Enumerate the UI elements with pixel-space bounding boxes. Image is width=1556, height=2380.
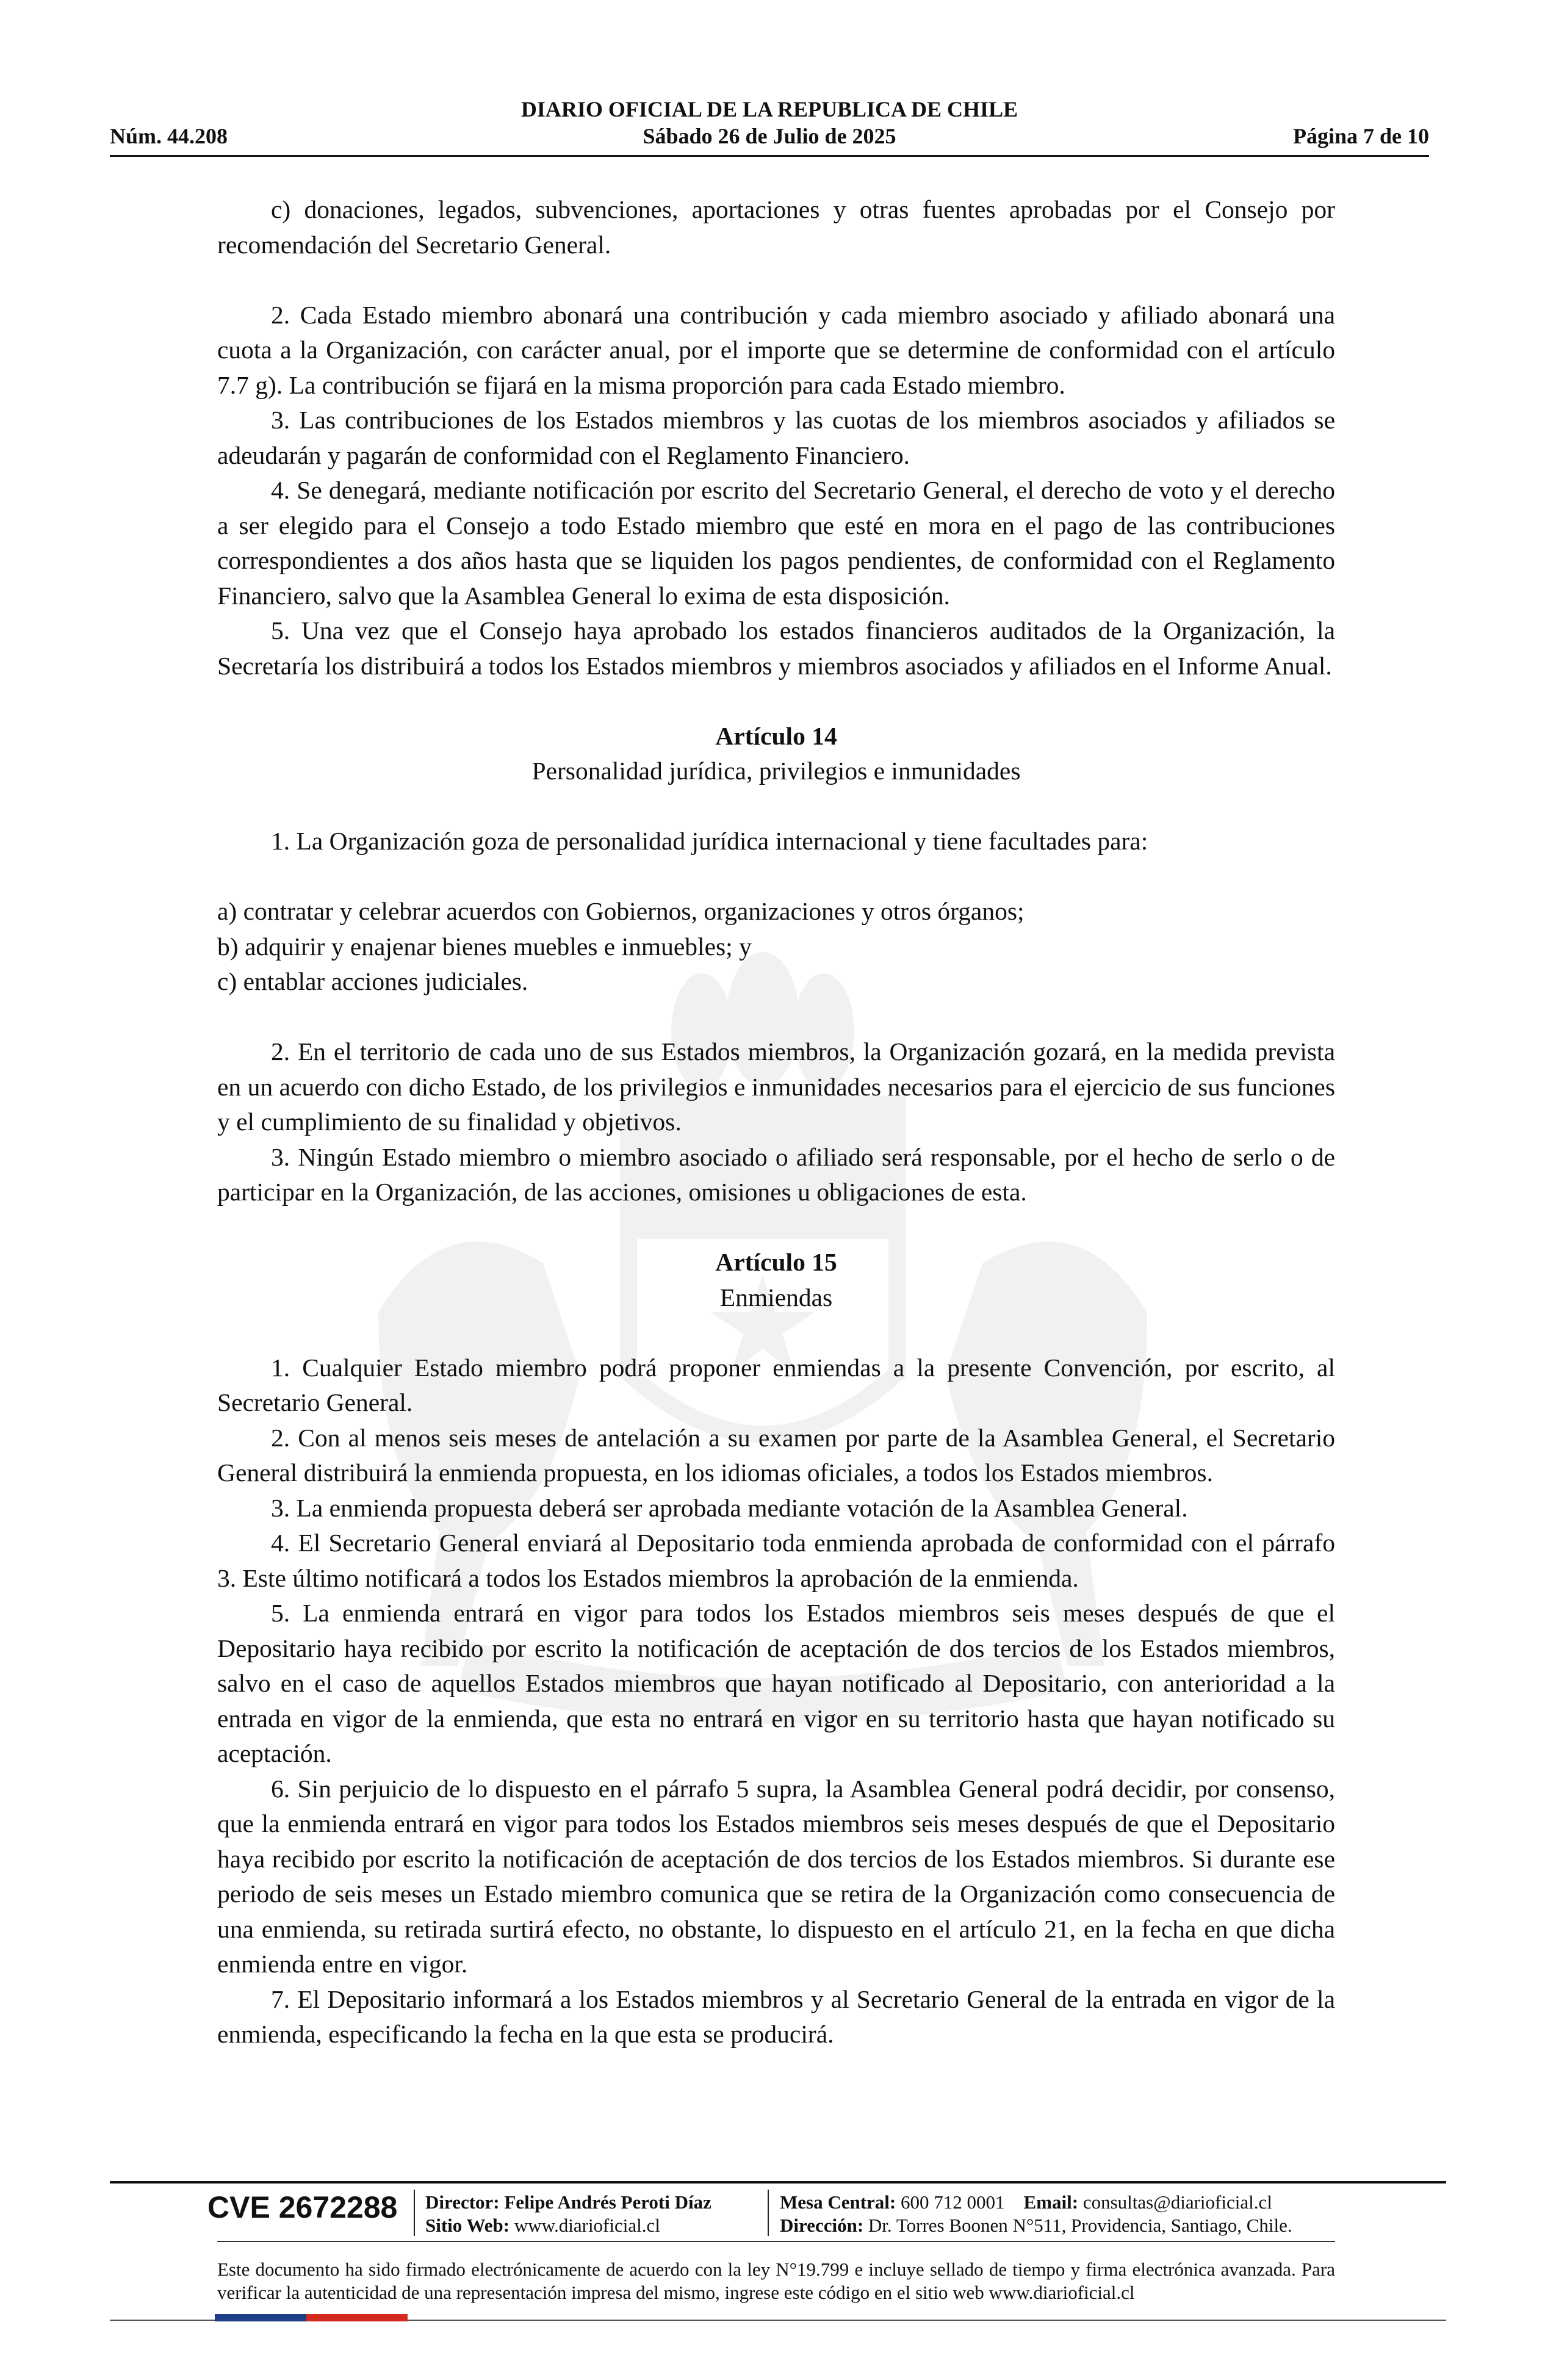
paragraph-item-c: c) donaciones, legados, subvenciones, aportaciones y otras fuentes aprobadas por el Consejo por recomendación del Secretario General. — [217, 195, 1335, 259]
paragraph-13-3: 3. Las contribuciones de los Estados miembros y las cuotas de los miembros asociados y afiliados se adeudarán y pagarán de conformidad con el Reglamento Financiero. — [217, 406, 1335, 469]
paragraph-13-5: 5. Una vez que el Consejo haya aprobado los estados financieros auditados de la Organización, la Secretaría los distribuirá a todos los Estados miembros y miembros asociados y afiliados en el Informe Anual. — [217, 616, 1335, 680]
website-link[interactable]: www.diarioficial.cl — [514, 2215, 660, 2236]
address-label: Dirección: — [780, 2215, 864, 2236]
email-label: Email: — [1023, 2191, 1079, 2213]
footer-separator — [414, 2190, 415, 2236]
cve-code: CVE 2672288 — [207, 2190, 398, 2224]
paragraph-15-4: 4. El Secretario General enviará al Depositario toda enmienda aprobada de conformidad con el párrafo 3. Este último notificará a todos los Estados miembros la aprobación de la enmienda. — [217, 1529, 1335, 1592]
article-14-heading: Artículo 14 — [715, 721, 837, 750]
footer-divider-top — [110, 2181, 1446, 2183]
paragraph-15-7: 7. El Depositario informará a los Estados miembros y al Secretario General de la entrada en vigor de la enmienda, especificando la fecha en la que esta se producirá. — [217, 1985, 1335, 2048]
article-14-title: Personalidad jurídica, privilegios e inmunidades — [531, 757, 1021, 785]
page-number: Página 7 de 10 — [1292, 124, 1429, 148]
paragraph-15-5: 5. La enmienda entrará en vigor para todos los Estados miembros seis meses después de que el Depositario haya recibido por escrito la notificación de aceptación de dos tercios de los Estados miembros, salvo en el caso de aquellos Estados miembros que hayan notificado al Depositario, con anterioridad a la entrada en vigor de la enmienda, que esta no entrará en vigor en su territorio hasta que hayan notificado su aceptación. — [217, 1599, 1335, 1767]
article-15-heading: Artículo 15 — [715, 1248, 837, 1276]
flag-red-segment — [306, 2314, 408, 2321]
email-link[interactable]: consultas@diarioficial.cl — [1082, 2191, 1272, 2213]
footer-legal-notice: Este documento ha sido firmado electrónicamente de acuerdo con la ley N°19.799 e incluye sellado de tiempo y firma electrónica avanzada. Para verificar la autenticidad de una representación impresa del mismo, ingrese este código en el sitio web www.diarioficial.cl — [217, 2259, 1335, 2303]
paragraph-15-3: 3. La enmienda propuesta deberá ser aprobada mediante votación de la Asamblea General. — [271, 1493, 1188, 1522]
paragraph-15-1: 1. Cualquier Estado miembro podrá proponer enmiendas a la presente Convención, por escrito, al Secretario General. — [217, 1353, 1335, 1416]
paragraph-14-2: 2. En el territorio de cada uno de sus Estados miembros, la Organización gozará, en la medida prevista en un acuerdo con dicho Estado, de los privilegios e inmunidades necesarios para el ejercicio de sus funciones y el cumplimiento de su finalidad y objetivos. — [217, 1037, 1335, 1136]
list-item-c: c) entablar acciones judiciales. — [217, 967, 528, 995]
paragraph-13-4: 4. Se denegará, mediante notificación por escrito del Secretario General, el derecho de voto y el derecho a ser elegido para el Consejo a todo Estado miembro que esté en mora en el pago de las contribuciones correspondientes a dos años hasta que se liquiden los pagos pendientes, de conformidad con el Reglamento Financiero, salvo que la Asamblea General lo exima de esta disposición. — [217, 476, 1335, 610]
issue-number: Núm. 44.208 — [110, 124, 228, 148]
website-label: Sitio Web: — [425, 2215, 510, 2236]
paragraph-13-2: 2. Cada Estado miembro abonará una contribución y cada miembro asociado y afiliado abonará una cuota a la Organización, con carácter anual, por el importe que se determine de conformidad con el artículo 7.7 g). La contribución se fijará en la misma proporción para cada Estado miembro. — [217, 300, 1335, 399]
footer-divider-middle — [217, 2241, 1335, 2242]
paragraph-15-6: 6. Sin perjuicio de lo dispuesto en el párrafo 5 supra, la Asamblea General podrá decidir, por consenso, que la enmienda entrará en vigor para todos los Estados miembros seis meses después de que el Depositario haya recibido por escrito la notificación de aceptación de dos tercios de los Estados miembros. Si durante ese periodo de seis meses un Estado miembro comunica que se retira de la Organización como consecuencia de una enmienda, su retirada surtirá efecto, no obstante, lo dispuesto en el artículo 21, en la fecha en que dicha enmienda entre en vigor. — [217, 1774, 1335, 1978]
phone-number: 600 712 0001 — [901, 2191, 1005, 2213]
flag-blue-segment — [215, 2314, 306, 2321]
director-name: Felipe Andrés Peroti Díaz — [504, 2191, 711, 2213]
phone-label: Mesa Central: — [780, 2191, 896, 2213]
paragraph-14-1: 1. La Organización goza de personalidad jurídica internacional y tiene facultades para: — [271, 827, 1148, 855]
article-15-title: Enmiendas — [719, 1283, 833, 1311]
header-divider — [110, 155, 1429, 157]
footer-contact-block — [780, 2191, 1292, 2237]
page-header — [110, 92, 1429, 159]
director-label: Director: — [425, 2191, 500, 2213]
document-body — [217, 192, 1335, 2052]
footer-director-block — [425, 2191, 711, 2237]
paragraph-15-2: 2. Con al menos seis meses de antelación a su examen por parte de la Asamblea General, el Secretario General distribuirá la enmienda propuesta, en los idiomas oficiales, a todos los Estados miembros. — [217, 1423, 1335, 1487]
paragraph-14-3: 3. Ningún Estado miembro o miembro asociado o afiliado será responsable, por el hecho de serlo o de participar en la Organización, de las acciones, omisiones u obligaciones de esta. — [217, 1142, 1335, 1206]
footer-separator — [768, 2190, 769, 2236]
issue-date: Sábado 26 de Julio de 2025 — [643, 124, 896, 148]
chile-flag-bar — [215, 2314, 408, 2321]
list-item-a: a) contratar y celebrar acuerdos con Gobiernos, organizaciones y otros órganos; — [217, 897, 1025, 925]
address-text: Dr. Torres Boonen N°511, Providencia, Santiago, Chile. — [868, 2215, 1292, 2236]
newspaper-title: DIARIO OFICIAL DE LA REPUBLICA DE CHILE — [520, 97, 1018, 121]
list-item-b: b) adquirir y enajenar bienes muebles e inmuebles; y — [217, 932, 752, 961]
